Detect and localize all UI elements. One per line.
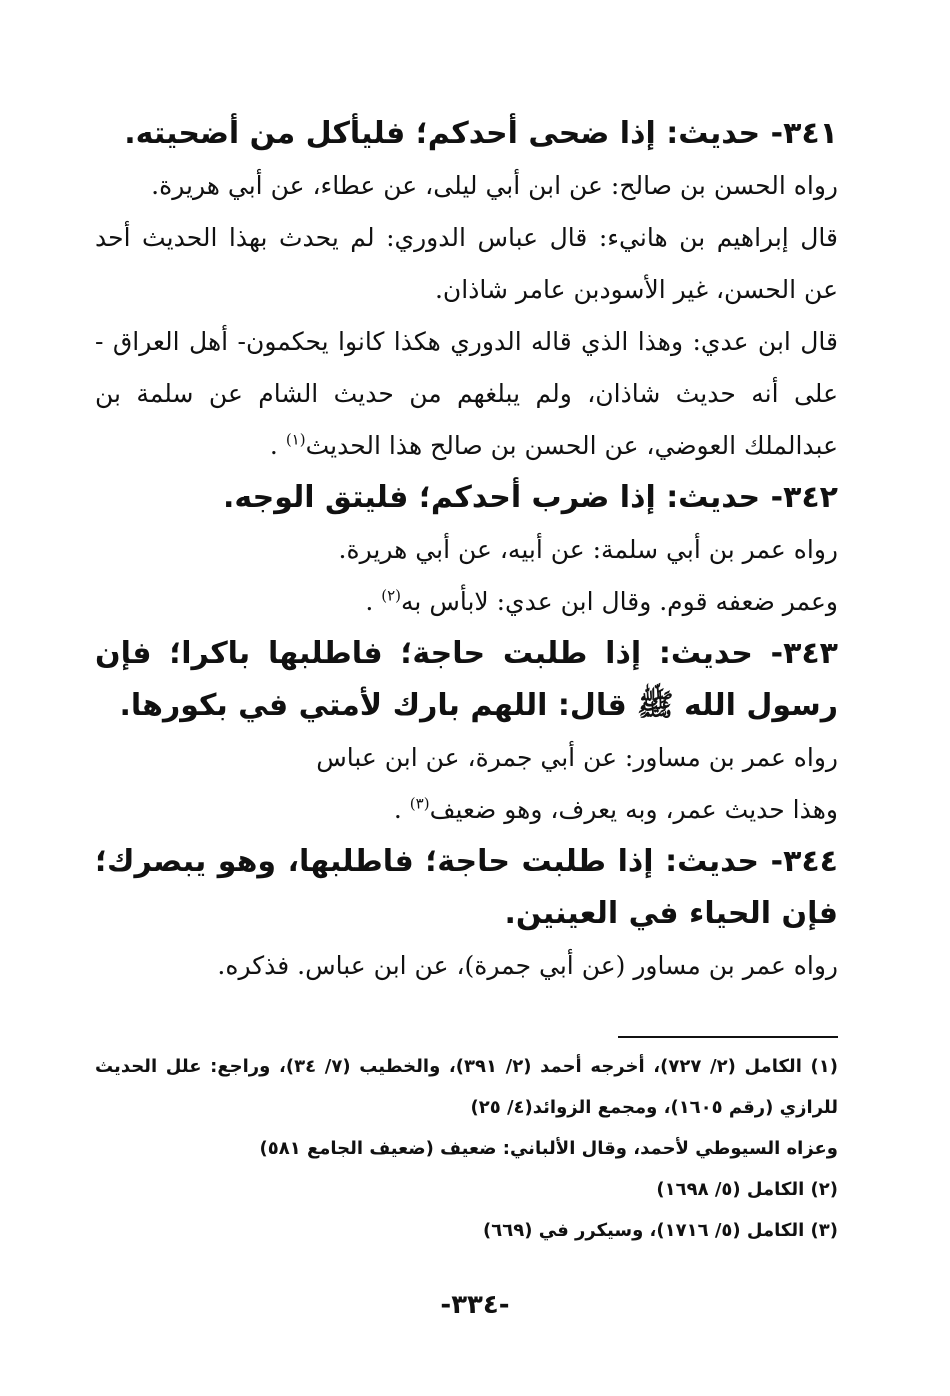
paragraph-text: رواه عمر بن أبي سلمة: عن أبيه، عن أبي هريرة. [338, 535, 838, 564]
narration-paragraph: وعمر ضعفه قوم. وقال ابن عدي: لابأس به$^{(٢)}$ . [365, 586, 838, 616]
paragraph-text: وهذا حديث عمر، وبه يعرف، وهو ضعيف [429, 795, 838, 824]
hadith-344 [95, 836, 838, 992]
hadith-341 [95, 108, 838, 472]
paragraph-text: قال ابن عدي: وهذا الذي قاله الدوري هكذا كانوا يحكمون- أهل العراق - على أنه حديث شاذان، ولم يبلغهم من حديث الشام عن سلمة بن عبدالملك العوضي، عن الحسن بن صالح هذا الحديث [95, 327, 838, 460]
page-body [95, 108, 838, 992]
narration-paragraph [95, 212, 838, 316]
narration-paragraph [95, 940, 838, 992]
narration-paragraph [95, 732, 838, 784]
hadith-title: ٣٤٢- حديث: إذا ضرب أحدكم؛ فليتق الوجه. [223, 480, 838, 515]
narration-paragraph: قال ابن عدي: وهذا الذي قاله الدوري هكذا كانوا يحكمون- أهل العراق - على أنه حديث شاذان، ولم يبلغهم من حديث الشام عن سلمة بن عبدالملك العوضي، عن الحسن بن صالح هذا الحديث$^{(١)}$ . [95, 327, 838, 460]
narration-paragraph [95, 524, 838, 576]
hadith-title: ٣٤٣- حديث: إذا طلبت حاجة؛ فاطلبها باكرا؛ فإن رسول الله ﷺ قال: اللهم بارك لأمتي في بكورها. [95, 636, 838, 723]
paragraph-text: وعمر ضعفه قوم. وقال ابن عدي: لابأس به [401, 587, 838, 616]
narration-paragraph: وهذا حديث عمر، وبه يعرف، وهو ضعيف$^{(٣)}$ . [393, 794, 838, 824]
hadith-342 [95, 472, 838, 628]
hadith-343 [95, 628, 838, 836]
paragraph-text: رواه عمر بن مساور: عن أبي جمرة، عن ابن عباس [316, 743, 838, 772]
paragraph-text: رواه الحسن بن صالح: عن ابن أبي ليلى، عن عطاء، عن أبي هريرة. [151, 171, 838, 200]
paragraph-text: رواه عمر بن مساور (عن أبي جمرة)، عن ابن عباس. فذكره. [217, 951, 838, 980]
footnote: (٣) الكامل (٥/ ١٧١٦)، وسيكرر في (٦٦٩) [483, 1220, 838, 1241]
footnote-marker: (٣) [409, 794, 430, 813]
hadith-title: ٣٤١- حديث: إذا ضحى أحدكم؛ فليأكل من أضحيته. [124, 116, 838, 151]
footnote-separator [618, 1036, 838, 1038]
footnote-marker: (٢) [381, 586, 402, 605]
footnote: وعزاه السيوطي لأحمد، وقال الألباني: ضعيف (ضعيف الجامع ٥٨١) [259, 1138, 838, 1159]
footnote-marker: (١) [285, 430, 306, 449]
hadith-title: ٣٤٤- حديث: إذا طلبت حاجة؛ فاطلبها، وهو يبصرك؛ فإن الحياء في العينين. [95, 844, 838, 931]
footnote: (٢) الكامل (٥/ ١٦٩٨) [656, 1179, 838, 1200]
footnotes [95, 1046, 838, 1251]
page-number: -٣٣٤- [440, 1290, 510, 1320]
footnote: (١) الكامل (٢/ ٧٢٧)، أخرجه أحمد (٢/ ٣٩١)، والخطيب (٧/ ٣٤)، وراجع: علل الحديث للرازي (رقم ١٦٠٥)، ومجمع الزوائد(٤/ ٢٥) [95, 1056, 838, 1118]
paragraph-text: قال إبراهيم بن هانيء: قال عباس الدوري: لم يحدث بهذا الحديث أحد عن الحسن، غير الأسودبن عامر شاذان. [95, 223, 838, 304]
narration-paragraph [95, 160, 838, 212]
